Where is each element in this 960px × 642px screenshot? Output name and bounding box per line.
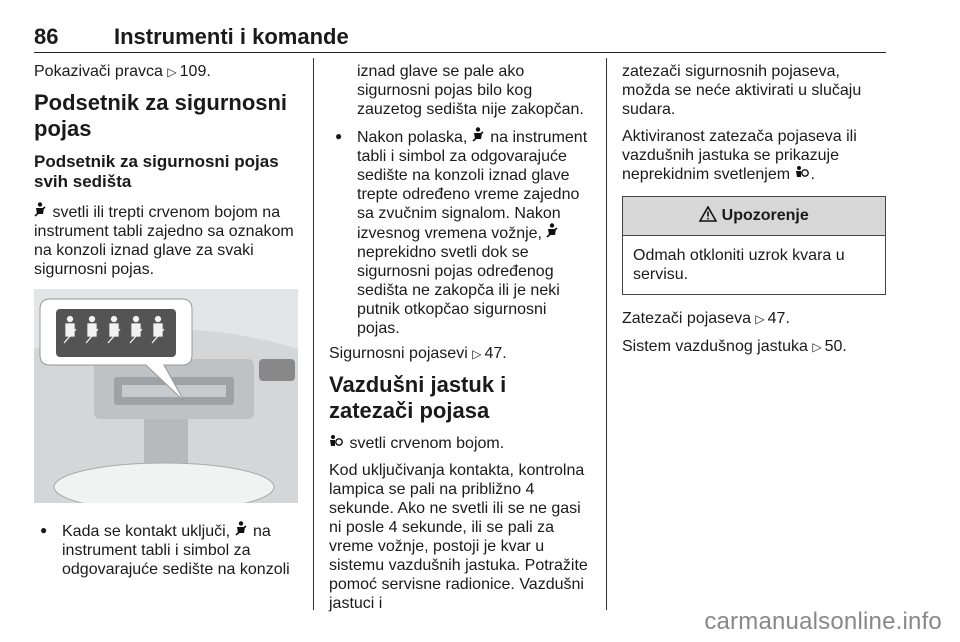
belts-reference: Sigurnosni pojasevi ▷ 47. [329,344,593,364]
airbag-paragraph: Kod uključivanja kontakta, kontrolna lampica se pali na približno 4 sekunde. Ako ne svetli ili se ne gasi ni posle 4 sekunde, ili se pali za vreme vožnje, postoji je kvar u sistemu vazdušnih jastuka. Potražite pomoć servisne radionice. Vazdušni jastuci i [329,462,588,612]
overhead-console-figure [34,289,298,503]
reference-arrow-icon [167,63,179,80]
seatbelt-icon [34,202,46,222]
column-2 [329,62,593,621]
seatbelt-icon [546,223,558,243]
seatbelt-icon [472,127,484,147]
airbag-system-reference: Sistem vazdušnog jastuka ▷ 50. [622,337,886,357]
seatbelt-paragraph: svetli ili trepti crvenom bojom na instrument tabli zajedno sa oznakom na konzoli iznad glave za svaki sigurnosni pojas. [34,204,294,278]
section-title: Podsetnik za sigurnosni pojas [34,90,288,141]
seatbelt-icon [235,521,247,541]
reference-arrow-icon [755,310,767,327]
page-header [34,18,886,53]
warning-box [622,196,886,295]
intro-page-link[interactable]: 109. [179,63,211,80]
list-item-continuation: iznad glave se pale ako sigurnosni pojas bilo kog zauzetog sedišta nije zakopčan. [357,63,584,118]
airbag-icon [329,434,343,453]
column-divider [606,58,607,610]
warning-triangle-icon [699,207,721,224]
warning-title: Upozorenje [721,207,809,224]
paragraph: Aktiviranost zatezača pojaseva ili vazdušnih jastuka se prikazuje neprekidnim svetlenjem . [622,128,857,183]
warning-body: Odmah otkloniti uzrok kvara u servisu. [633,247,845,283]
reference-arrow-icon [472,345,484,362]
reference-arrow-icon [812,338,824,355]
page-number: 86 [34,24,59,49]
column-3 [622,62,886,365]
section-title: Vazdušni jastuk i zatezači pojasa [329,372,507,423]
warning-header [623,197,885,236]
airbag-system-page-link[interactable]: 50. [824,338,847,355]
tensioner-page-link[interactable]: 47. [767,310,790,327]
column-divider [313,58,314,610]
list-item: ● Kada se kontakt uključi, na instrument tabli i simbol za odgovarajuće sedište na konzoli [34,521,298,579]
belts-page-link[interactable]: 47. [484,345,507,362]
list-item: ● Nakon polaska, na instrument tabli i simbol za odgovarajuće sedište na konzoli iznad glave trepte određeno vreme zajedno sa zvučnim signalom. Nakon izvesnog vremena vožnje, neprekidno svetli dok se sigurnosni pojas određenog sedišta ne zakopča ili je neki putnik otkopčao sigurnosni pojas. [329,127,593,338]
subsection-title: Podsetnik za sigurnosni pojas svih sedišta [34,152,279,191]
chapter-title: Instrumenti i komande [114,24,349,49]
tensioner-reference: Zatezači pojaseva ▷ 47. [622,309,886,329]
watermark: carmanualsonline.info [704,608,942,635]
airbag-icon [795,165,809,184]
intro-line: Pokazivači pravca ▷ 109. [34,62,298,82]
column-1 [34,62,298,585]
paragraph: zatezači sigurnosnih pojaseva, možda se neće aktivirati u slučaju sudara. [622,63,862,118]
airbag-lamp-line: svetli crvenom bojom. [329,434,593,453]
